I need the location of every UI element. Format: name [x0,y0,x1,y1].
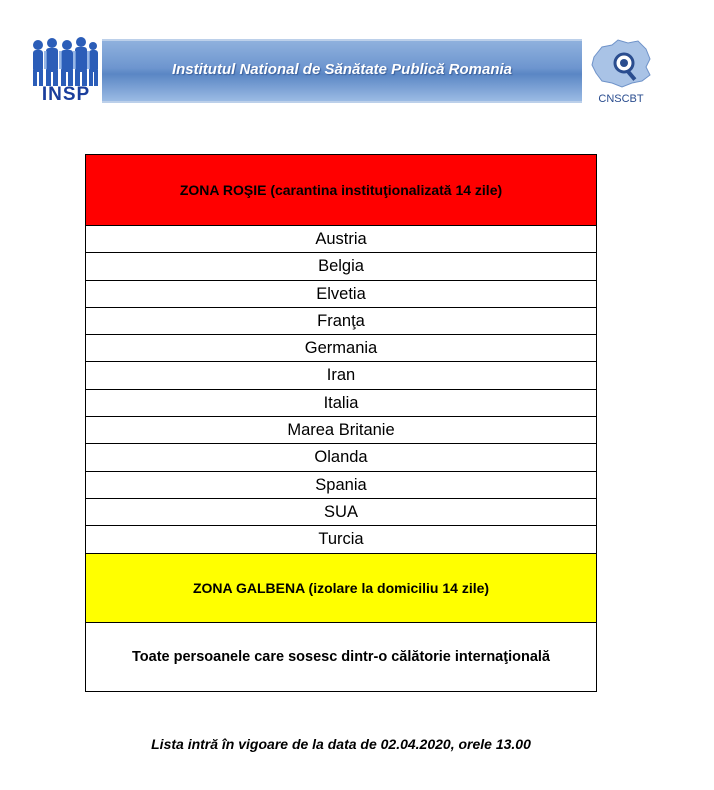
country-row: Belgia [86,253,596,280]
country-row: Austria [86,226,596,253]
red-zone-header: ZONA ROŞIE (carantina instituţionalizată 14 zile) [86,155,596,226]
institute-title: Institutul National de Sănătate Publică Romania [171,61,513,78]
people-group-icon [30,37,100,87]
institute-banner [102,39,582,103]
romania-map-icon [588,37,654,93]
yellow-zone-header: ZONA GALBENA (izolare la domiciliu 14 zile) [86,554,596,623]
country-row: Iran [86,362,596,389]
country-row: Franţa [86,308,596,335]
country-row: Elvetia [86,281,596,308]
red-zone-country-list [86,226,596,554]
country-row: Germania [86,335,596,362]
quarantine-zones-table [85,154,597,692]
country-row: Olanda [86,444,596,471]
country-row: Turcia [86,526,596,553]
cnscbt-logo [588,37,654,105]
insp-logo-text: INSP [41,84,91,105]
page-header [30,37,655,105]
cnscbt-logo-text: CNSCBT [598,93,644,105]
country-row: SUA [86,499,596,526]
effective-date-note: Lista intră în vigoare de la data de 02.04.2020, orele 13.00 [151,736,531,752]
insp-logo [30,37,100,105]
yellow-zone-note: Toate persoanele care sosesc dintr-o călătorie internaţională [132,648,550,665]
country-row: Spania [86,472,596,499]
country-row: Marea Britanie [86,417,596,444]
country-row: Italia [86,390,596,417]
